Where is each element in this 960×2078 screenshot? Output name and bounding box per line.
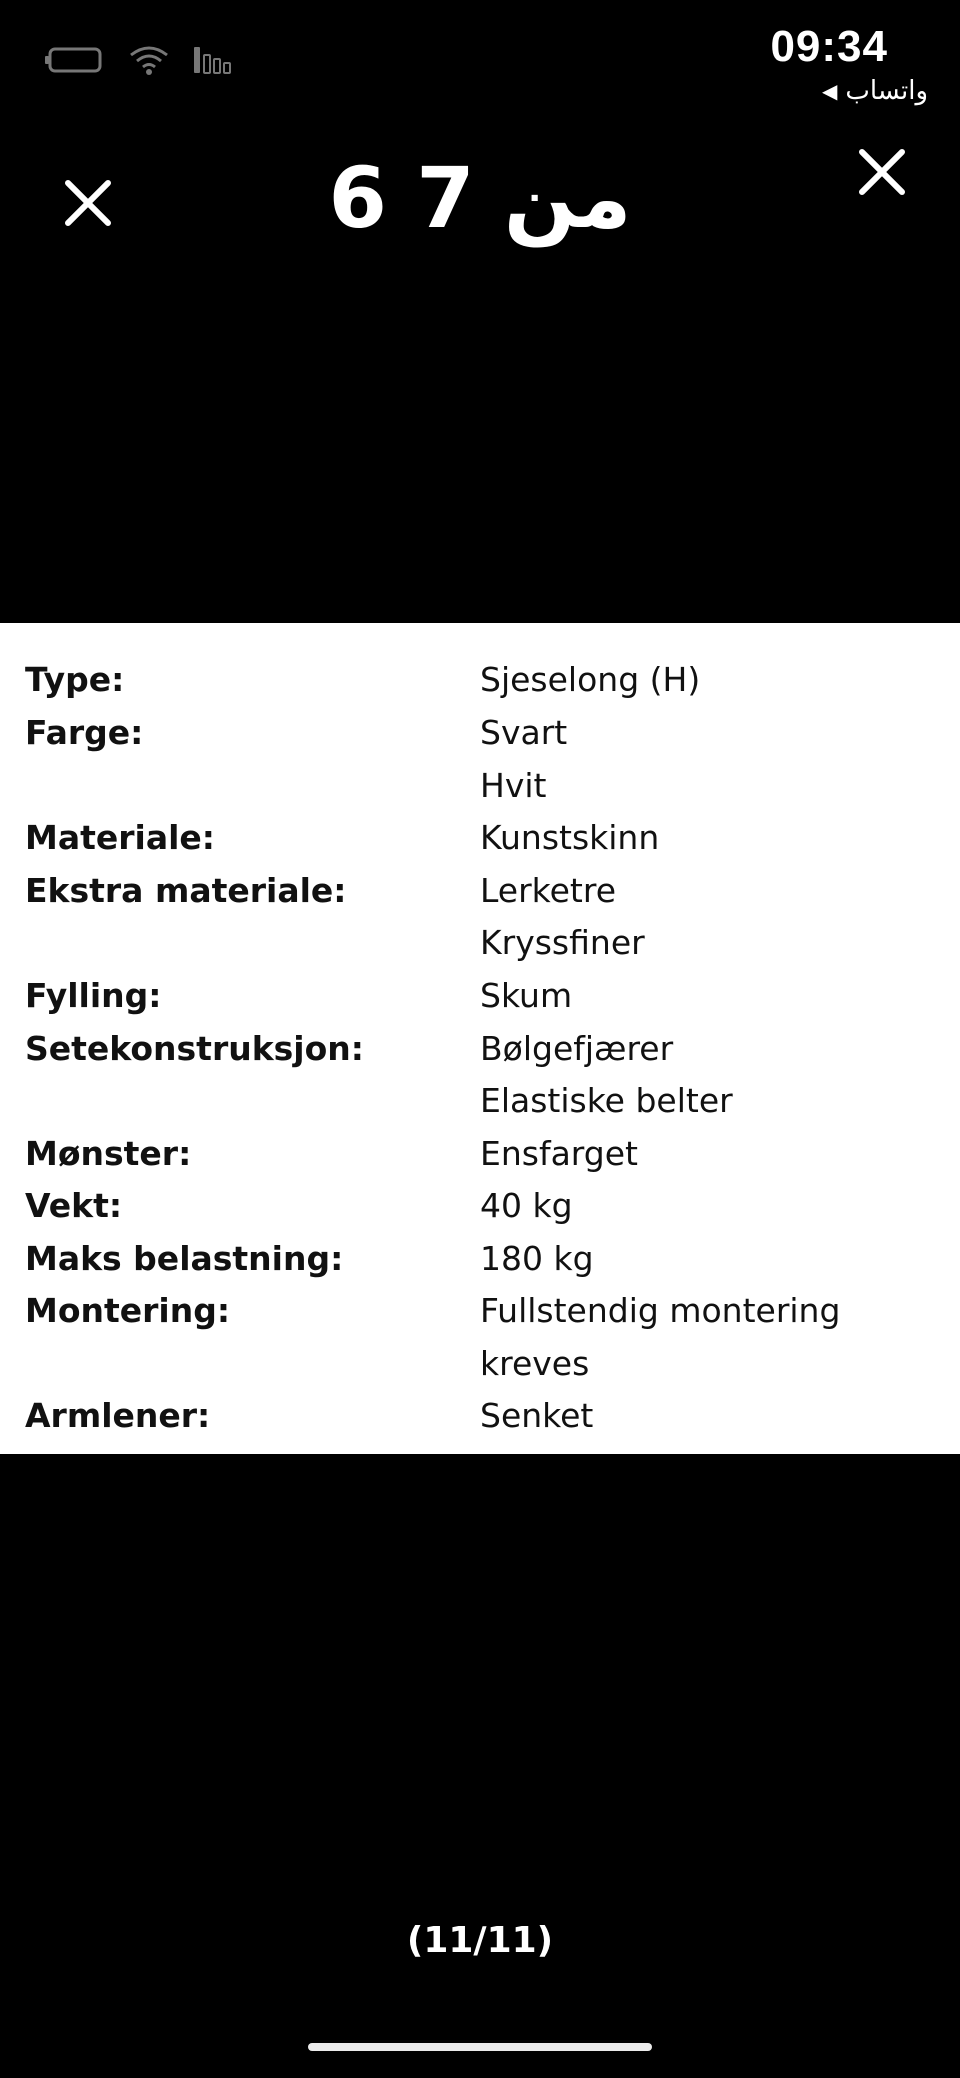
spec-row <box>0 1180 960 1232</box>
spec-value: Kryssfiner <box>480 923 645 962</box>
spec-label: Vekt: <box>25 1186 123 1225</box>
spec-label: Fylling: <box>25 976 162 1015</box>
home-indicator[interactable] <box>308 2043 652 2051</box>
spec-label: Type: <box>25 660 125 699</box>
spec-value: Ensfarget <box>480 1134 638 1173</box>
spec-value: Hvit <box>480 766 547 805</box>
spec-label: Setekonstruksjon: <box>25 1029 364 1068</box>
spec-label: Farge: <box>25 713 144 752</box>
spec-label: Montering: <box>25 1291 231 1330</box>
close-image-button[interactable] <box>852 142 912 202</box>
back-arrow-icon: ◀ <box>822 79 838 103</box>
spec-value: Skum <box>480 976 573 1015</box>
spec-row <box>0 1233 960 1285</box>
spec-value: Sjeselong (H) <box>480 660 701 699</box>
status-time: 09:34 <box>770 22 888 71</box>
spec-value: Lerketre <box>480 871 616 910</box>
spec-value: kreves <box>480 1344 590 1383</box>
spec-row <box>0 812 960 864</box>
spec-row <box>0 1285 960 1337</box>
spec-label: Maks belastning: <box>25 1239 344 1278</box>
image-pager-caption: (11/11) <box>406 1920 554 1961</box>
spec-row <box>0 1338 960 1390</box>
spec-value: Bølgefjærer <box>480 1029 674 1068</box>
status-icons <box>44 44 236 76</box>
spec-row <box>0 865 960 917</box>
spec-row <box>0 1390 960 1442</box>
spec-label: Armlener: <box>25 1396 211 1435</box>
spec-row <box>0 654 960 706</box>
spec-row <box>0 1023 960 1075</box>
close-icon <box>852 142 912 202</box>
spec-row <box>0 970 960 1022</box>
battery-icon <box>44 45 106 75</box>
back-app-label: واتساب <box>845 76 928 106</box>
spec-row <box>0 917 960 969</box>
spec-row <box>0 707 960 759</box>
spec-row <box>0 1128 960 1180</box>
product-spec-image <box>0 623 960 1454</box>
spec-value: Kunstskinn <box>480 818 660 857</box>
status-bar <box>0 0 960 110</box>
spec-row <box>0 760 960 812</box>
spec-value: Senket <box>480 1396 594 1435</box>
spec-label: Ekstra materiale: <box>25 871 347 910</box>
spec-label: Mønster: <box>25 1134 192 1173</box>
spec-value: Elastiske belter <box>480 1081 733 1120</box>
spec-value: 40 kg <box>480 1186 573 1225</box>
spec-row <box>0 1075 960 1127</box>
spec-value: 180 kg <box>480 1239 594 1278</box>
spec-value: Fullstendig montering <box>480 1291 841 1330</box>
spec-value: Svart <box>480 713 568 752</box>
spec-label: Materiale: <box>25 818 216 857</box>
wifi-icon <box>128 44 170 76</box>
image-counter-title: 6 من 7 <box>328 149 632 247</box>
signal-icon <box>192 45 236 75</box>
back-to-app-link[interactable] <box>822 76 928 106</box>
